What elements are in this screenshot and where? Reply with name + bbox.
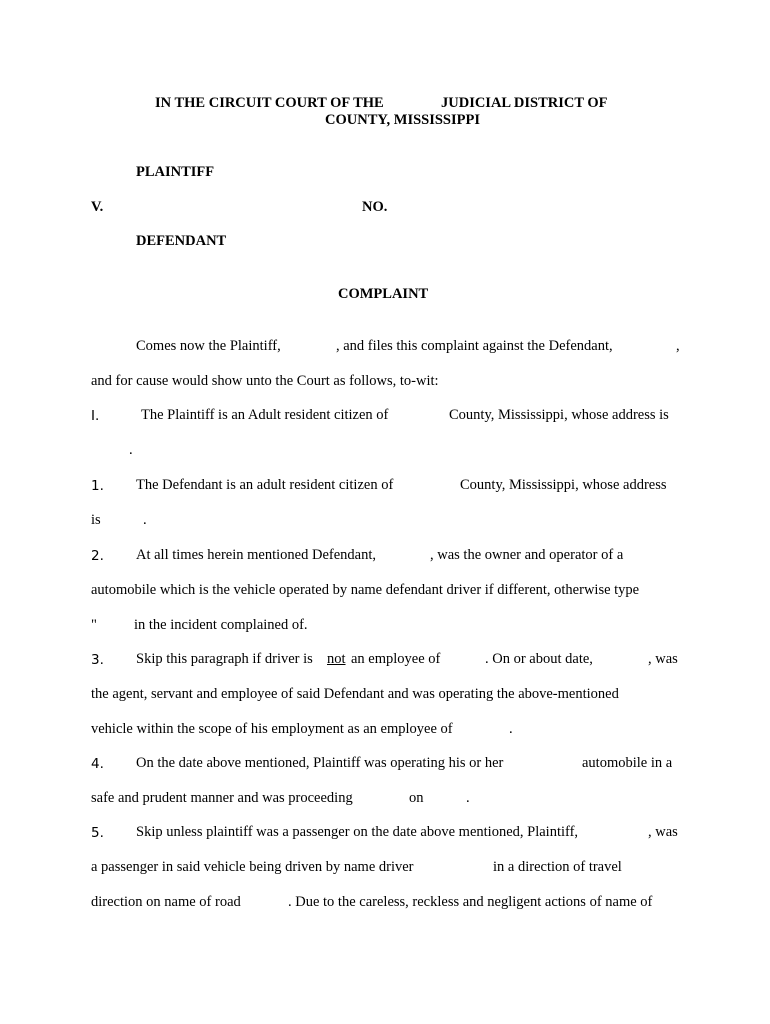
paragraph-text: At all times herein mentioned Defendant, (136, 547, 376, 563)
intro-line2: and for cause would show unto the Court as follows, to-wit: (91, 373, 439, 389)
paragraph-text: . (129, 442, 133, 458)
paragraph-number: 3. (91, 652, 104, 668)
paragraph-text: , was (648, 651, 678, 667)
paragraph-text: " (91, 617, 97, 633)
paragraph-text: County, Mississippi, whose address is (449, 407, 669, 423)
paragraph-number: I. (91, 408, 100, 424)
defendant-label: DEFENDANT (136, 233, 227, 249)
paragraph-text: . Due to the careless, reckless and negligent actions of name of (288, 894, 653, 910)
paragraph-text: The Defendant is an adult resident citizen of (136, 477, 394, 493)
court-header-line1-part2: JUDICIAL DISTRICT OF (441, 95, 608, 111)
paragraph-text: On the date above mentioned, Plaintiff was operating his or her (136, 755, 504, 771)
paragraph-text: . (466, 790, 470, 806)
paragraph-text: . On or about date, (485, 651, 593, 667)
intro-line1-b: , and files this complaint against the Defendant, (336, 338, 613, 354)
paragraph-text: vehicle within the scope of his employment as an employee of (91, 721, 453, 737)
paragraph-number: 5. (91, 825, 104, 841)
paragraph-text: Skip this paragraph if driver is (136, 651, 313, 667)
plaintiff-label: PLAINTIFF (136, 164, 215, 180)
paragraph-text: the agent, servant and employee of said Defendant and was operating the above-mentioned (91, 686, 619, 702)
paragraph-number: 1. (91, 478, 104, 494)
court-header-line1-part1: IN THE CIRCUIT COURT OF THE (155, 95, 384, 111)
paragraph-text: in the incident complained of. (134, 617, 308, 633)
paragraph-text: , was (648, 824, 678, 840)
paragraph-number: 2. (91, 548, 104, 564)
paragraph-text: an employee of (351, 651, 441, 667)
paragraph-text: . (509, 721, 513, 737)
paragraph-text: The Plaintiff is an Adult resident citizen of (141, 407, 389, 423)
paragraph-emphasis: not (327, 651, 346, 667)
paragraph-text: in a direction of travel (493, 859, 622, 875)
paragraph-text: on (409, 790, 424, 806)
document-title: COMPLAINT (338, 286, 429, 302)
intro-line1-c: , (676, 338, 680, 354)
paragraph-text: safe and prudent manner and was proceeding (91, 790, 353, 806)
paragraph-text: is (91, 512, 101, 528)
versus-label: V. (91, 199, 104, 215)
case-number-label: NO. (362, 199, 388, 215)
paragraph-text: , was the owner and operator of a (430, 547, 624, 563)
paragraph-text: a passenger in said vehicle being driven by name driver (91, 859, 414, 875)
paragraph-text: County, Mississippi, whose address (460, 477, 667, 493)
court-header-line2: COUNTY, MISSISSIPPI (325, 112, 480, 128)
paragraph-text: . (143, 512, 147, 528)
paragraph-text: Skip unless plaintiff was a passenger on the date above mentioned, Plaintiff, (136, 824, 579, 840)
paragraph-text: direction on name of road (91, 894, 241, 910)
paragraph-text: automobile which is the vehicle operated by name defendant driver if different, otherwise type (91, 582, 640, 598)
intro-line1-a: Comes now the Plaintiff, (136, 338, 281, 354)
paragraph-number: 4. (91, 756, 104, 772)
paragraph-text: automobile in a (582, 755, 673, 771)
